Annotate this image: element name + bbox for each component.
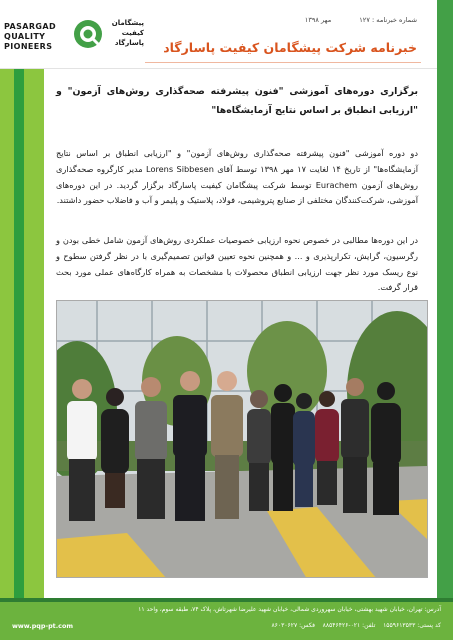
footer-contact (271, 622, 441, 629)
left-dark-stripe (14, 0, 24, 640)
footer-website-link[interactable]: www.pqp-pt.com (12, 622, 74, 630)
logo-persian-text (108, 18, 144, 48)
logo-english-text (4, 22, 56, 52)
logo-en-line2: QUALITY (4, 32, 46, 41)
issue-date: مهر ۱۳۹۸ (304, 16, 332, 24)
right-decorative-stripe (437, 0, 453, 640)
company-logo (0, 0, 145, 68)
group-photo (56, 300, 428, 578)
header-divider (145, 62, 421, 63)
logo-fa-line2: کیفیت (121, 29, 144, 37)
footer-postal-code: کد پستی: ۱۵۵۹۶۱۳۵۳۳ (383, 622, 441, 629)
logo-fa-line1: پیشگامان (111, 19, 144, 27)
footer-address: آدرس: تهران، خیابان شهید بهشتی، خیابان سهروردی شمالی، خیابان شهید علیرضا شهرتاش، پلاک ۷۴، طبقه سوم، واحد ۱۱ (138, 606, 441, 613)
group-photo-image (57, 301, 428, 578)
issue-number: شماره خبرنامه : ۱۲۷ (359, 16, 417, 24)
article-headline (56, 82, 418, 120)
logo-en-line1: PASARGAD (4, 22, 57, 31)
logo-fa-line3: پاسارگاد (114, 39, 144, 47)
article-paragraph-2 (56, 233, 418, 296)
newsletter-title: خبرنامه شرکت پیشگامان کیفیت پاسارگاد (163, 40, 417, 55)
article-paragraph-1 (56, 146, 418, 209)
issue-info (305, 16, 417, 24)
left-decorative-stripe (0, 0, 44, 640)
logo-q-icon (72, 18, 104, 50)
footer-band (0, 598, 453, 602)
headline-text: برگزاری دوره‌های آموزشی "فنون پیشرفته صحه‌گذاری روش‌های آزمون" و "ارزیابی انطباق بر اساس نتایج آزمایشگاه‌ها" (56, 86, 418, 116)
footer-fax: فکس: ۸۶۰۳۰۶۲۷ (271, 622, 315, 629)
newsletter-footer (0, 598, 453, 640)
logo-en-line3: PIONEERS (4, 42, 53, 51)
newsletter-header (0, 0, 437, 69)
paragraph-1-text: دو دوره آموزشی "فنون پیشرفته صحه‌گذاری روش‌های آزمون" و "ارزیابی انطباق بر اساس نتایج آزمایشگاه‌ها" از تاریخ ۱۴ لغایت ۱۷ مهر ۱۳۹۸ توسط آقای Lorens Sibbesen مدیر کارگروه صحه‌گذاری روش‌های آزمون Eurachem توسط شرکت پیشگامان کیفیت پاسارگاد برگزار گردید. در این دوره‌های آموزشی، شرکت‌کنندگان مختلفی از صنایع پتروشیمی، فولاد، پلاستیک و پلیمر و آب و فاضلاب حضور داشتند. (56, 148, 418, 206)
footer-phone: تلفن: ۰۲۱-۸۸۵۴۶۴۲۶ (322, 622, 376, 629)
paragraph-2-text: در این دوره‌ها مطالبی در خصوص نحوه ارزیابی خصوصیات عملکردی روش‌های آزمون شامل خطی بودن و رگرسیون، گرایش، تکرارپذیری و ... و همچنین نحوه تعیین قوانین تصمیم‌گیری با در نظر گرفتن سطوح و نوع ریسک مورد نظر جهت ارزیابی انطباق محصولات با مشخصات به همراه کارگاه‌های عملی مورد بحث قرار گرفت. (56, 235, 418, 293)
